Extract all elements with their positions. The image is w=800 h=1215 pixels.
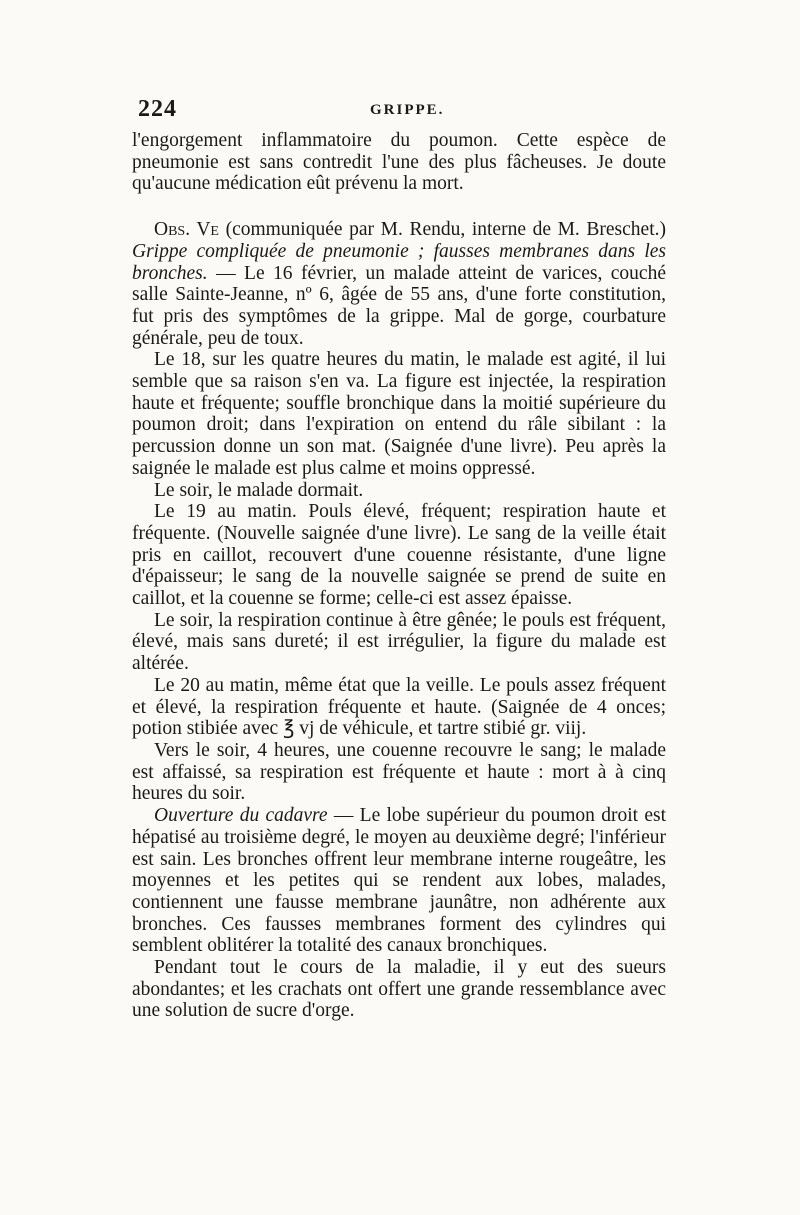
autopsy-label: Ouverture du cadavre xyxy=(154,805,328,827)
paragraph-le-soir-2: Le soir, la respiration continue à être gênée; le pouls est fréquent, élevé, mais sans dureté; il est irrégulier, la figure du malade est altérée. xyxy=(132,609,666,675)
autopsy-text: — Le lobe supérieur du poumon droit est hépatisé au troisième degré, le moyen au deuxième degré; l'inférieur est sain. Les bronches offrent leur membrane interne rougeâtre, les moyennes et les petites qui se rendent aux lobes, malades, contiennent une fausse membrane jaunâtre, non adhérente aux bronches. Ces fausses membranes forment des cylindres qui semblent oblitérer la totalité des canaux bronchiques. xyxy=(132,805,666,957)
paragraph-le-soir-1: Le soir, le malade dormait. xyxy=(154,479,364,501)
observation-text: — Le 16 février, un malade atteint de varices, couché salle Sainte-Jeanne, nº 6, âgée de 55 ans, d'une forte constitution, fut pris des symptômes de la grippe. Mal de gorge, courbature générale, peu de toux. xyxy=(132,262,666,349)
page-number: 224 xyxy=(138,96,177,122)
paragraph-le-18: Le 18, sur les quatre heures du matin, le malade est agité, il lui semble que sa raison s'en va. La figure est injectée, la respiration haute et fréquente; souffle bronchique dans la moitié supérieure du poumon droit; dans l'expiration on entend du râle sibilant : la percussion donne un son mat. (Saignée d'une livre). Peu après la saignée le malade est plus calme et moins oppressé. xyxy=(132,349,666,479)
paragraph-le-20: Le 20 au matin, même état que la veille. Le pouls assez fréquent et élevé, la respiration fréquente et haute. (Saignée de 4 onces; potion stibiée avec ℥ vj de véhicule, et tartre stibié gr. viij. xyxy=(132,674,666,740)
observation-label: Obs. Ve xyxy=(154,219,219,241)
page-header xyxy=(138,96,668,126)
observation-paragraph xyxy=(132,219,666,349)
running-head: GRIPPE. xyxy=(370,102,445,118)
body-text xyxy=(132,130,666,1022)
paragraph-1: l'engorgement inflammatoire du poumon. Cette espèce de pneumonie est sans contredit l'une des plus fâcheuses. Je doute qu'aucune médication eût prévenu la mort. xyxy=(132,130,666,195)
paragraph-le-19: Le 19 au matin. Pouls élevé, fréquent; respiration haute et fréquente. (Nouvelle saignée d'une livre). Le sang de la veille était pris en caillot, recouvert d'une couenne résistante, d'une ligne d'épaisseur; le sang de la nouvelle saignée se prend de suite en caillot, et la couenne se forme; celle-ci est assez épaisse. xyxy=(132,501,666,610)
paragraph-pendant: Pendant tout le cours de la maladie, il y eut des sueurs abondantes; et les crachats ont offert une grande ressemblance avec une solution de sucre d'orge. xyxy=(132,957,666,1022)
paragraph-vers-le-soir: Vers le soir, 4 heures, une couenne recouvre le sang; le malade est affaissé, sa respiration est fréquente et haute : mort à à cinq heures du soir. xyxy=(132,739,666,805)
observation-intro: (communiquée par M. Rendu, interne de M. Breschet.) xyxy=(218,219,666,241)
autopsy-paragraph xyxy=(132,805,666,957)
observation-title: Grippe compliquée de pneumonie ; fausses membranes dans les bronches. xyxy=(132,240,666,284)
